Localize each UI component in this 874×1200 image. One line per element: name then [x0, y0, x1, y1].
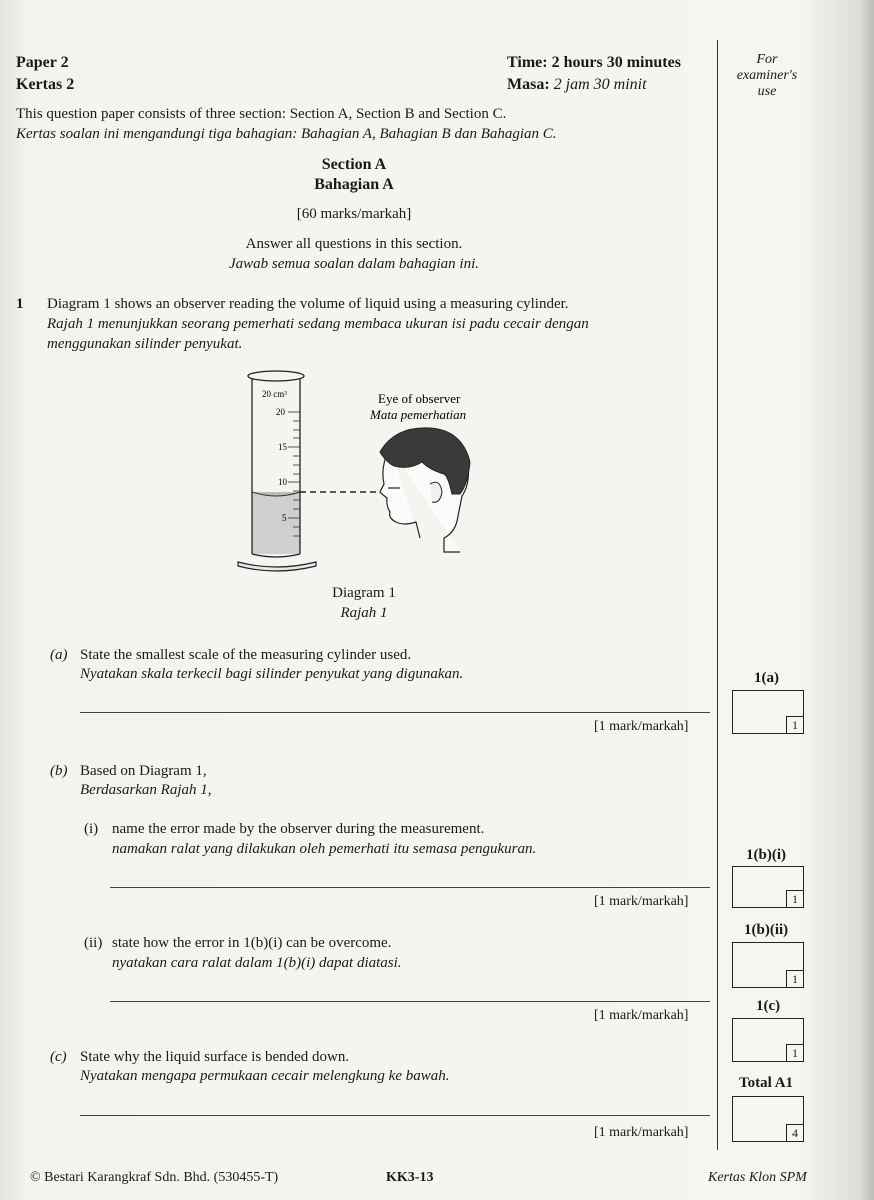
consists-ms: Kertas soalan ini mengandungi tiga bahagian: Bahagian A, Bahagian B dan Bahagian C.	[16, 126, 557, 142]
eye-label-en: Eye of observer	[378, 391, 461, 406]
observer-head	[380, 428, 470, 552]
question-number: 1	[16, 296, 24, 312]
time-ms-label: Masa:	[507, 76, 550, 93]
tick-label-5: 5	[282, 513, 287, 523]
examiner-line1: For	[756, 52, 778, 67]
time-en	[507, 54, 681, 72]
part-a-label: (a)	[50, 647, 68, 663]
tick-label-10: 10	[278, 477, 287, 487]
paper-label-en: Paper 2	[16, 54, 69, 71]
section-title-ms: Bahagian A	[314, 176, 394, 193]
diagram-measuring-cylinder	[230, 366, 500, 576]
examiner-column-divider	[717, 40, 718, 1150]
section-title-en: Section A	[321, 156, 387, 173]
part-bi-text-ms: namakan ralat yang dilakukan oleh pemerhati itu semasa pengukuran.	[112, 841, 537, 857]
score-max-total: 4	[786, 1124, 803, 1141]
footer-series: Kertas Klon SPM	[708, 1170, 807, 1185]
part-c-label: (c)	[50, 1049, 67, 1065]
liquid-fill	[252, 492, 300, 554]
score-label-total: Total A1	[739, 1075, 794, 1091]
section-instruction-en: Answer all questions in this section.	[245, 236, 463, 252]
section-marks: [60 marks/markah]	[296, 206, 412, 222]
part-a-marks: [1 mark/markah]	[594, 719, 689, 734]
time-ms-value: 2 jam 30 minit	[553, 76, 647, 93]
time-en-text: Time: 2 hours 30 minutes	[507, 54, 681, 71]
cylinder-unit-label: 20 cm³	[262, 389, 287, 399]
part-bi-text-en: name the error made by the observer during the measurement.	[112, 821, 485, 837]
examiner-line2: examiner's	[736, 68, 798, 83]
consists-en: This question paper consists of three section: Section A, Section B and Section C.	[16, 106, 507, 122]
answer-line-c[interactable]	[80, 1115, 710, 1116]
answer-line-bii[interactable]	[110, 1001, 710, 1002]
footer-publisher: © Bestari Karangkraf Sdn. Bhd. (530455-T)	[30, 1170, 279, 1185]
examiner-line3: use	[757, 84, 777, 99]
score-max-c: 1	[786, 1044, 803, 1061]
question-stem-en: Diagram 1 shows an observer reading the volume of liquid using a measuring cylinder.	[47, 296, 569, 312]
score-max-bii: 1	[786, 970, 803, 987]
part-c-marks: [1 mark/markah]	[594, 1125, 689, 1140]
score-box-a[interactable]	[732, 690, 804, 734]
score-box-c[interactable]	[732, 1018, 804, 1062]
part-bi-label: (i)	[84, 821, 99, 837]
score-label-bi: 1(b)(i)	[746, 847, 786, 863]
tick-label-20: 20	[276, 407, 285, 417]
examiner-note	[722, 52, 812, 100]
part-c-text-ms: Nyatakan mengapa permukaan cecair melengkung ke bawah.	[80, 1068, 450, 1084]
score-box-bii[interactable]	[732, 942, 804, 988]
part-a-text-en: State the smallest scale of the measuring cylinder used.	[80, 647, 412, 663]
diagram-caption-en: Diagram 1	[332, 585, 396, 601]
tick-label-15: 15	[278, 442, 287, 452]
part-b-text-ms: Berdasarkan Rajah 1,	[80, 782, 212, 798]
score-label-bii: 1(b)(ii)	[744, 922, 789, 938]
answer-line-bi[interactable]	[110, 887, 710, 888]
part-bii-text-en: state how the error in 1(b)(i) can be overcome.	[112, 935, 392, 951]
part-bi-marks: [1 mark/markah]	[594, 894, 689, 909]
cylinder-base	[238, 562, 316, 571]
question-stem-ms-2: menggunakan silinder penyukat.	[47, 336, 243, 352]
score-label-a: 1(a)	[754, 670, 779, 686]
section-instruction-ms: Jawab semua soalan dalam bahagian ini.	[229, 256, 479, 272]
question-stem-ms-1: Rajah 1 menunjukkan seorang pemerhati sedang membaca ukuran isi padu cecair dengan	[47, 316, 589, 332]
score-box-bi[interactable]	[732, 866, 804, 908]
part-a-text-ms: Nyatakan skala terkecil bagi silinder penyukat yang digunakan.	[80, 666, 464, 682]
part-bii-label: (ii)	[84, 935, 103, 951]
footer-code: KK3-13	[386, 1170, 434, 1185]
eye-label-ms: Mata pemerhatian	[370, 407, 467, 422]
score-max-bi: 1	[786, 890, 803, 907]
answer-line-a[interactable]	[80, 712, 710, 713]
part-bii-marks: [1 mark/markah]	[594, 1008, 689, 1023]
score-label-c: 1(c)	[756, 998, 781, 1014]
score-max-a: 1	[786, 716, 803, 733]
part-c-text-en: State why the liquid surface is bended down.	[80, 1049, 350, 1065]
part-b-text-en: Based on Diagram 1,	[80, 763, 207, 779]
part-bii-text-ms: nyatakan cara ralat dalam 1(b)(i) dapat diatasi.	[112, 955, 402, 971]
cylinder-bottom	[252, 554, 300, 557]
score-box-total[interactable]	[732, 1096, 804, 1142]
cylinder-rim	[248, 371, 304, 381]
paper-label-ms: Kertas 2	[16, 76, 75, 93]
part-b-label: (b)	[50, 763, 68, 779]
diagram-caption-ms: Rajah 1	[340, 605, 388, 621]
time-ms	[507, 76, 647, 94]
